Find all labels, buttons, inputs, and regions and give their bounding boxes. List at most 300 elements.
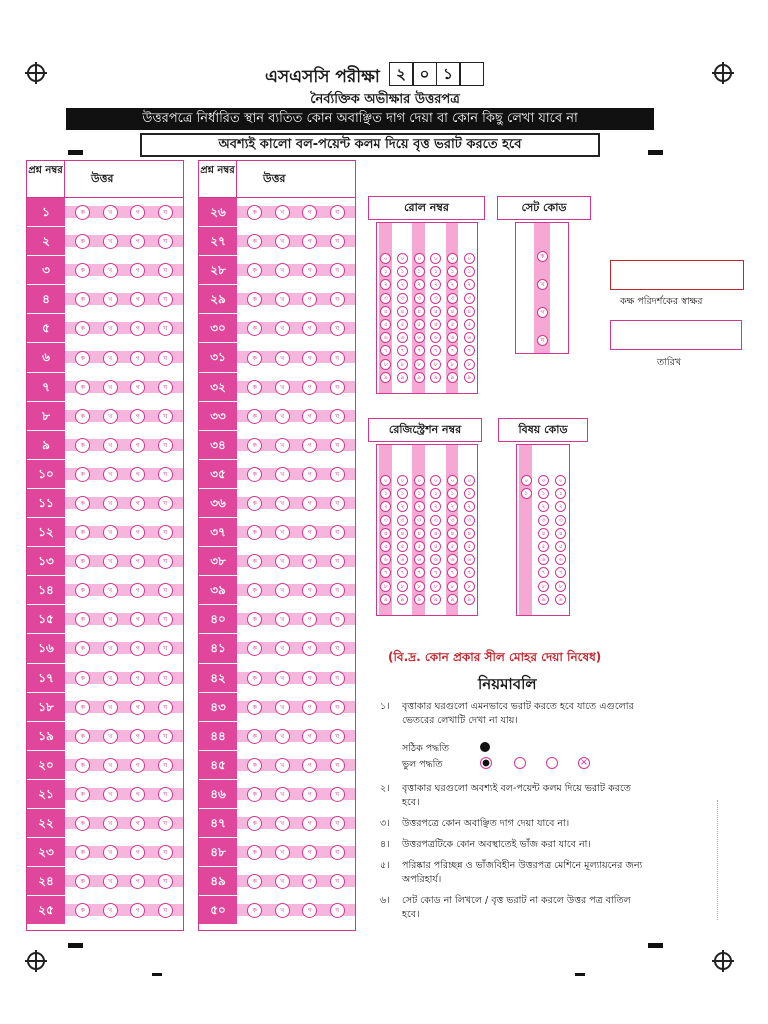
digit-bubble[interactable]: ৩ xyxy=(447,293,458,304)
digit-bubble[interactable]: ০ xyxy=(521,475,532,486)
digit-bubble[interactable]: ৪ xyxy=(464,306,475,317)
digit-bubble[interactable]: ৮ xyxy=(380,359,391,370)
digit-bubble[interactable]: ৮ xyxy=(555,581,566,592)
answer-bubble[interactable]: খ xyxy=(275,700,290,715)
answer-bubble[interactable]: খ xyxy=(275,380,290,395)
digit-bubble[interactable]: ৪ xyxy=(447,306,458,317)
digit-bubble[interactable]: ০ xyxy=(464,253,475,264)
digit-bubble[interactable]: ২ xyxy=(464,279,475,290)
answer-bubble[interactable]: ক xyxy=(75,351,90,366)
digit-bubble[interactable]: ৬ xyxy=(414,554,425,565)
answer-bubble[interactable]: ক xyxy=(75,263,90,278)
digit-bubble[interactable]: ৩ xyxy=(414,515,425,526)
answer-bubble[interactable]: ঘ xyxy=(330,787,345,802)
answer-bubble[interactable]: ঘ xyxy=(158,671,173,686)
answer-bubble[interactable]: খ xyxy=(103,321,118,336)
digit-bubble[interactable]: ৪ xyxy=(397,528,408,539)
digit-bubble[interactable]: ৭ xyxy=(555,567,566,578)
digit-bubble[interactable]: ৩ xyxy=(430,293,441,304)
answer-bubble[interactable]: গ xyxy=(130,205,145,220)
answer-bubble[interactable]: ক xyxy=(247,438,262,453)
digit-bubble[interactable]: ০ xyxy=(397,253,408,264)
digit-bubble[interactable]: ৭ xyxy=(430,345,441,356)
digit-bubble[interactable]: ৯ xyxy=(464,372,475,383)
answer-bubble[interactable]: খ xyxy=(103,903,118,918)
digit-bubble[interactable]: ১ xyxy=(464,266,475,277)
answer-bubble[interactable]: ঘ xyxy=(330,816,345,831)
digit-bubble[interactable]: ৩ xyxy=(447,515,458,526)
digit-bubble[interactable]: ০ xyxy=(430,475,441,486)
answer-bubble[interactable]: গ xyxy=(302,525,317,540)
answer-bubble[interactable]: ক xyxy=(75,816,90,831)
year-digit-blank[interactable] xyxy=(459,62,484,86)
answer-bubble[interactable]: গ xyxy=(302,351,317,366)
digit-bubble[interactable]: ৯ xyxy=(380,372,391,383)
answer-bubble[interactable]: গ xyxy=(130,525,145,540)
answer-bubble[interactable]: ঘ xyxy=(330,351,345,366)
digit-bubble[interactable]: ৬ xyxy=(430,554,441,565)
answer-bubble[interactable]: ঘ xyxy=(158,874,173,889)
answer-bubble[interactable]: ক xyxy=(247,729,262,744)
answer-bubble[interactable]: খ xyxy=(275,438,290,453)
digit-bubble[interactable]: ৩ xyxy=(538,515,549,526)
answer-bubble[interactable]: ঘ xyxy=(158,525,173,540)
answer-bubble[interactable]: ঘ xyxy=(330,845,345,860)
digit-bubble[interactable]: ৭ xyxy=(414,345,425,356)
answer-bubble[interactable]: গ xyxy=(302,321,317,336)
answer-bubble[interactable]: ঘ xyxy=(158,205,173,220)
digit-bubble[interactable]: ৯ xyxy=(538,594,549,605)
digit-bubble[interactable]: ১ xyxy=(380,488,391,499)
answer-bubble[interactable]: ঘ xyxy=(158,787,173,802)
digit-bubble[interactable]: ১ xyxy=(447,266,458,277)
digit-bubble[interactable]: ৪ xyxy=(555,528,566,539)
answer-bubble[interactable]: খ xyxy=(103,292,118,307)
answer-bubble[interactable]: খ xyxy=(103,554,118,569)
answer-bubble[interactable]: ক xyxy=(75,554,90,569)
digit-bubble[interactable]: ৪ xyxy=(430,306,441,317)
answer-bubble[interactable]: খ xyxy=(103,874,118,889)
answer-bubble[interactable]: খ xyxy=(103,816,118,831)
answer-bubble[interactable]: গ xyxy=(130,292,145,307)
answer-bubble[interactable]: ক xyxy=(247,380,262,395)
digit-bubble[interactable]: ৬ xyxy=(397,332,408,343)
answer-bubble[interactable]: ক xyxy=(247,467,262,482)
answer-bubble[interactable]: খ xyxy=(275,234,290,249)
digit-bubble[interactable]: ৯ xyxy=(430,372,441,383)
digit-bubble[interactable]: ২ xyxy=(555,501,566,512)
answer-bubble[interactable]: ঘ xyxy=(330,321,345,336)
answer-bubble[interactable]: খ xyxy=(275,845,290,860)
digit-bubble[interactable]: ৫ xyxy=(414,541,425,552)
digit-bubble[interactable]: ০ xyxy=(447,253,458,264)
digit-bubble[interactable]: ৩ xyxy=(555,515,566,526)
digit-bubble[interactable]: ৫ xyxy=(464,541,475,552)
answer-bubble[interactable]: গ xyxy=(130,438,145,453)
digit-bubble[interactable]: ৬ xyxy=(430,332,441,343)
digit-bubble[interactable]: ৪ xyxy=(414,528,425,539)
answer-bubble[interactable]: ঘ xyxy=(158,234,173,249)
answer-bubble[interactable]: ঘ xyxy=(158,758,173,773)
answer-bubble[interactable]: গ xyxy=(302,583,317,598)
answer-bubble[interactable]: ঘ xyxy=(330,234,345,249)
answer-bubble[interactable]: গ xyxy=(302,729,317,744)
digit-bubble[interactable]: ৪ xyxy=(538,528,549,539)
digit-bubble[interactable]: ১ xyxy=(380,266,391,277)
answer-bubble[interactable]: ঘ xyxy=(158,467,173,482)
answer-bubble[interactable]: খ xyxy=(275,321,290,336)
answer-bubble[interactable]: গ xyxy=(302,205,317,220)
digit-bubble[interactable]: ৫ xyxy=(397,319,408,330)
answer-bubble[interactable]: গ xyxy=(130,234,145,249)
answer-bubble[interactable]: ঘ xyxy=(158,292,173,307)
digit-bubble[interactable]: ৫ xyxy=(555,541,566,552)
digit-bubble[interactable]: ০ xyxy=(555,475,566,486)
answer-bubble[interactable]: খ xyxy=(275,729,290,744)
answer-bubble[interactable]: খ xyxy=(103,496,118,511)
answer-bubble[interactable]: খ xyxy=(103,845,118,860)
digit-bubble[interactable]: ৫ xyxy=(464,319,475,330)
answer-bubble[interactable]: ঘ xyxy=(158,583,173,598)
digit-bubble[interactable]: ০ xyxy=(430,253,441,264)
digit-bubble[interactable]: ৭ xyxy=(397,345,408,356)
answer-bubble[interactable]: খ xyxy=(275,583,290,598)
answer-bubble[interactable]: খ xyxy=(275,409,290,424)
answer-bubble[interactable]: খ xyxy=(103,758,118,773)
digit-bubble[interactable]: ৩ xyxy=(464,515,475,526)
answer-bubble[interactable]: ক xyxy=(247,874,262,889)
answer-bubble[interactable]: খ xyxy=(275,263,290,278)
digit-bubble[interactable]: ৯ xyxy=(464,594,475,605)
answer-bubble[interactable]: ক xyxy=(75,496,90,511)
digit-bubble[interactable]: ৬ xyxy=(555,554,566,565)
digit-bubble[interactable]: ১ xyxy=(397,266,408,277)
digit-bubble[interactable]: ৩ xyxy=(464,293,475,304)
digit-bubble[interactable]: ৫ xyxy=(430,319,441,330)
answer-bubble[interactable]: ক xyxy=(247,787,262,802)
answer-bubble[interactable]: খ xyxy=(275,205,290,220)
answer-bubble[interactable]: ঘ xyxy=(330,874,345,889)
digit-bubble[interactable]: ৮ xyxy=(414,581,425,592)
digit-bubble[interactable]: ৯ xyxy=(430,594,441,605)
digit-bubble[interactable]: ৬ xyxy=(447,554,458,565)
digit-bubble[interactable]: ৬ xyxy=(538,554,549,565)
digit-bubble[interactable]: ৮ xyxy=(414,359,425,370)
digit-bubble[interactable]: ০ xyxy=(380,475,391,486)
answer-bubble[interactable]: ক xyxy=(247,321,262,336)
answer-bubble[interactable]: ক xyxy=(247,205,262,220)
digit-bubble[interactable]: ১ xyxy=(430,488,441,499)
answer-bubble[interactable]: খ xyxy=(275,467,290,482)
answer-bubble[interactable]: গ xyxy=(302,845,317,860)
answer-bubble[interactable]: ঘ xyxy=(158,816,173,831)
answer-bubble[interactable]: ক xyxy=(75,787,90,802)
set-code-bubble[interactable]: খ xyxy=(537,279,548,290)
answer-bubble[interactable]: ঘ xyxy=(330,903,345,918)
answer-bubble[interactable]: ক xyxy=(247,292,262,307)
answer-bubble[interactable]: খ xyxy=(275,641,290,656)
answer-bubble[interactable]: খ xyxy=(275,612,290,627)
digit-bubble[interactable]: ২ xyxy=(414,501,425,512)
answer-bubble[interactable]: খ xyxy=(275,554,290,569)
digit-bubble[interactable]: ৮ xyxy=(397,359,408,370)
digit-bubble[interactable]: ৪ xyxy=(430,528,441,539)
answer-bubble[interactable]: ঘ xyxy=(330,467,345,482)
answer-bubble[interactable]: গ xyxy=(302,874,317,889)
answer-bubble[interactable]: ক xyxy=(75,234,90,249)
answer-bubble[interactable]: খ xyxy=(103,205,118,220)
answer-bubble[interactable]: ঘ xyxy=(158,700,173,715)
answer-bubble[interactable]: গ xyxy=(130,496,145,511)
answer-bubble[interactable]: ঘ xyxy=(330,583,345,598)
answer-bubble[interactable]: গ xyxy=(130,583,145,598)
answer-bubble[interactable]: ক xyxy=(75,671,90,686)
answer-bubble[interactable]: ক xyxy=(75,292,90,307)
answer-bubble[interactable]: গ xyxy=(130,641,145,656)
digit-bubble[interactable]: ৪ xyxy=(380,306,391,317)
digit-bubble[interactable]: ০ xyxy=(414,475,425,486)
answer-bubble[interactable]: খ xyxy=(103,641,118,656)
digit-bubble[interactable]: ৭ xyxy=(447,345,458,356)
answer-bubble[interactable]: ঘ xyxy=(158,612,173,627)
digit-bubble[interactable]: ৮ xyxy=(430,581,441,592)
digit-bubble[interactable]: ৪ xyxy=(380,528,391,539)
answer-bubble[interactable]: ক xyxy=(247,671,262,686)
digit-bubble[interactable]: ২ xyxy=(430,279,441,290)
answer-bubble[interactable]: খ xyxy=(275,525,290,540)
digit-bubble[interactable]: ৬ xyxy=(464,332,475,343)
digit-bubble[interactable]: ৮ xyxy=(538,581,549,592)
answer-bubble[interactable]: খ xyxy=(275,874,290,889)
answer-bubble[interactable]: ক xyxy=(75,874,90,889)
answer-bubble[interactable]: ঘ xyxy=(330,205,345,220)
digit-bubble[interactable]: ০ xyxy=(464,475,475,486)
answer-bubble[interactable]: খ xyxy=(103,380,118,395)
answer-bubble[interactable]: খ xyxy=(275,787,290,802)
answer-bubble[interactable]: ঘ xyxy=(330,758,345,773)
digit-bubble[interactable]: ৭ xyxy=(414,567,425,578)
answer-bubble[interactable]: গ xyxy=(130,671,145,686)
answer-bubble[interactable]: ঘ xyxy=(330,700,345,715)
digit-bubble[interactable]: ৭ xyxy=(447,567,458,578)
answer-bubble[interactable]: গ xyxy=(302,612,317,627)
digit-bubble[interactable]: ২ xyxy=(430,501,441,512)
digit-bubble[interactable]: ৪ xyxy=(447,528,458,539)
answer-bubble[interactable]: গ xyxy=(130,351,145,366)
answer-bubble[interactable]: খ xyxy=(275,496,290,511)
answer-bubble[interactable]: ঘ xyxy=(158,409,173,424)
answer-bubble[interactable]: ক xyxy=(75,612,90,627)
answer-bubble[interactable]: ক xyxy=(247,845,262,860)
answer-bubble[interactable]: গ xyxy=(130,263,145,278)
digit-bubble[interactable]: ৮ xyxy=(430,359,441,370)
digit-bubble[interactable]: ২ xyxy=(414,279,425,290)
answer-bubble[interactable]: খ xyxy=(103,700,118,715)
digit-bubble[interactable]: ৯ xyxy=(414,372,425,383)
answer-bubble[interactable]: ঘ xyxy=(158,380,173,395)
answer-bubble[interactable]: ক xyxy=(247,700,262,715)
digit-bubble[interactable]: ৮ xyxy=(464,581,475,592)
answer-bubble[interactable]: গ xyxy=(302,496,317,511)
answer-bubble[interactable]: গ xyxy=(302,758,317,773)
digit-bubble[interactable]: ৪ xyxy=(397,306,408,317)
answer-bubble[interactable]: খ xyxy=(103,787,118,802)
digit-bubble[interactable]: ৫ xyxy=(380,319,391,330)
answer-bubble[interactable]: খ xyxy=(103,729,118,744)
digit-bubble[interactable]: ৮ xyxy=(447,581,458,592)
answer-bubble[interactable]: ক xyxy=(247,263,262,278)
answer-bubble[interactable]: ক xyxy=(75,380,90,395)
answer-bubble[interactable]: ক xyxy=(75,729,90,744)
digit-bubble[interactable]: ৫ xyxy=(430,541,441,552)
answer-bubble[interactable]: ক xyxy=(75,641,90,656)
answer-bubble[interactable]: গ xyxy=(130,409,145,424)
answer-bubble[interactable]: খ xyxy=(103,263,118,278)
digit-bubble[interactable]: ৩ xyxy=(414,293,425,304)
digit-bubble[interactable]: ৯ xyxy=(397,372,408,383)
answer-bubble[interactable]: ঘ xyxy=(330,671,345,686)
digit-bubble[interactable]: ০ xyxy=(447,475,458,486)
digit-bubble[interactable]: ৯ xyxy=(414,594,425,605)
digit-bubble[interactable]: ২ xyxy=(397,279,408,290)
digit-bubble[interactable]: ৬ xyxy=(414,332,425,343)
answer-bubble[interactable]: খ xyxy=(275,351,290,366)
answer-bubble[interactable]: ক xyxy=(247,758,262,773)
digit-bubble[interactable]: ১ xyxy=(414,488,425,499)
answer-bubble[interactable]: ক xyxy=(75,205,90,220)
signature-box[interactable] xyxy=(610,260,744,290)
digit-bubble[interactable]: ১ xyxy=(430,266,441,277)
answer-bubble[interactable]: ক xyxy=(75,438,90,453)
answer-bubble[interactable]: ঘ xyxy=(330,641,345,656)
digit-bubble[interactable]: ৬ xyxy=(464,554,475,565)
answer-bubble[interactable]: ঘ xyxy=(158,438,173,453)
answer-bubble[interactable]: গ xyxy=(130,729,145,744)
digit-bubble[interactable]: ২ xyxy=(464,501,475,512)
digit-bubble[interactable]: ৫ xyxy=(380,541,391,552)
digit-bubble[interactable]: ৭ xyxy=(538,567,549,578)
digit-bubble[interactable]: ৫ xyxy=(414,319,425,330)
answer-bubble[interactable]: ঘ xyxy=(330,612,345,627)
digit-bubble[interactable]: ১ xyxy=(521,488,532,499)
digit-bubble[interactable]: ৬ xyxy=(447,332,458,343)
digit-bubble[interactable]: ৮ xyxy=(380,581,391,592)
answer-bubble[interactable]: গ xyxy=(130,874,145,889)
digit-bubble[interactable]: ০ xyxy=(380,253,391,264)
answer-bubble[interactable]: খ xyxy=(103,409,118,424)
digit-bubble[interactable]: ০ xyxy=(414,253,425,264)
digit-bubble[interactable]: ৩ xyxy=(397,293,408,304)
set-code-bubble[interactable]: ঘ xyxy=(537,335,548,346)
answer-bubble[interactable]: ক xyxy=(247,351,262,366)
digit-bubble[interactable]: ০ xyxy=(397,475,408,486)
answer-bubble[interactable]: ক xyxy=(75,409,90,424)
answer-bubble[interactable]: ক xyxy=(247,816,262,831)
digit-bubble[interactable]: ৭ xyxy=(464,567,475,578)
digit-bubble[interactable]: ৬ xyxy=(397,554,408,565)
answer-bubble[interactable]: ক xyxy=(247,525,262,540)
digit-bubble[interactable]: ১ xyxy=(464,488,475,499)
answer-bubble[interactable]: গ xyxy=(130,380,145,395)
answer-bubble[interactable]: খ xyxy=(275,903,290,918)
answer-bubble[interactable]: ঘ xyxy=(330,263,345,278)
digit-bubble[interactable]: ৩ xyxy=(397,515,408,526)
answer-bubble[interactable]: ঘ xyxy=(330,438,345,453)
answer-bubble[interactable]: গ xyxy=(302,234,317,249)
digit-bubble[interactable]: ৭ xyxy=(380,345,391,356)
digit-bubble[interactable]: ৭ xyxy=(430,567,441,578)
answer-bubble[interactable]: গ xyxy=(130,554,145,569)
answer-bubble[interactable]: ক xyxy=(75,583,90,598)
answer-bubble[interactable]: ঘ xyxy=(158,554,173,569)
digit-bubble[interactable]: ৫ xyxy=(538,541,549,552)
answer-bubble[interactable]: খ xyxy=(275,671,290,686)
digit-bubble[interactable]: ৬ xyxy=(380,332,391,343)
digit-bubble[interactable]: ২ xyxy=(447,501,458,512)
answer-bubble[interactable]: ঘ xyxy=(158,845,173,860)
answer-bubble[interactable]: গ xyxy=(130,816,145,831)
answer-bubble[interactable]: ঘ xyxy=(158,263,173,278)
answer-bubble[interactable]: গ xyxy=(130,467,145,482)
answer-bubble[interactable]: খ xyxy=(103,612,118,627)
answer-bubble[interactable]: ঘ xyxy=(158,729,173,744)
answer-bubble[interactable]: ঘ xyxy=(330,525,345,540)
answer-bubble[interactable]: ঘ xyxy=(330,496,345,511)
answer-bubble[interactable]: ঘ xyxy=(158,903,173,918)
answer-bubble[interactable]: গ xyxy=(130,612,145,627)
answer-bubble[interactable]: গ xyxy=(302,409,317,424)
answer-bubble[interactable]: খ xyxy=(103,234,118,249)
answer-bubble[interactable]: ক xyxy=(75,758,90,773)
digit-bubble[interactable]: ৩ xyxy=(380,293,391,304)
answer-bubble[interactable]: ঘ xyxy=(330,554,345,569)
answer-bubble[interactable]: ক xyxy=(75,903,90,918)
answer-bubble[interactable]: ক xyxy=(247,554,262,569)
answer-bubble[interactable]: ক xyxy=(247,234,262,249)
answer-bubble[interactable]: ক xyxy=(247,496,262,511)
answer-bubble[interactable]: গ xyxy=(302,787,317,802)
answer-bubble[interactable]: গ xyxy=(130,758,145,773)
digit-bubble[interactable]: ৮ xyxy=(447,359,458,370)
digit-bubble[interactable]: ৭ xyxy=(380,567,391,578)
answer-bubble[interactable]: গ xyxy=(302,263,317,278)
answer-bubble[interactable]: খ xyxy=(103,525,118,540)
digit-bubble[interactable]: ৫ xyxy=(447,319,458,330)
answer-bubble[interactable]: খ xyxy=(103,467,118,482)
digit-bubble[interactable]: ১ xyxy=(397,488,408,499)
digit-bubble[interactable]: ৬ xyxy=(380,554,391,565)
digit-bubble[interactable]: ৯ xyxy=(447,594,458,605)
answer-bubble[interactable]: খ xyxy=(275,292,290,307)
digit-bubble[interactable]: ৩ xyxy=(380,515,391,526)
digit-bubble[interactable]: ৪ xyxy=(414,306,425,317)
digit-bubble[interactable]: ১ xyxy=(555,488,566,499)
answer-bubble[interactable]: ঘ xyxy=(330,292,345,307)
answer-bubble[interactable]: খ xyxy=(103,438,118,453)
digit-bubble[interactable]: ০ xyxy=(538,475,549,486)
answer-bubble[interactable]: খ xyxy=(103,351,118,366)
answer-bubble[interactable]: গ xyxy=(130,903,145,918)
digit-bubble[interactable]: ২ xyxy=(397,501,408,512)
answer-bubble[interactable]: ক xyxy=(247,903,262,918)
digit-bubble[interactable]: ৫ xyxy=(397,541,408,552)
answer-bubble[interactable]: গ xyxy=(302,380,317,395)
digit-bubble[interactable]: ৯ xyxy=(447,372,458,383)
answer-bubble[interactable]: গ xyxy=(302,903,317,918)
digit-bubble[interactable]: ২ xyxy=(538,501,549,512)
digit-bubble[interactable]: ২ xyxy=(380,501,391,512)
date-box[interactable] xyxy=(610,320,742,350)
